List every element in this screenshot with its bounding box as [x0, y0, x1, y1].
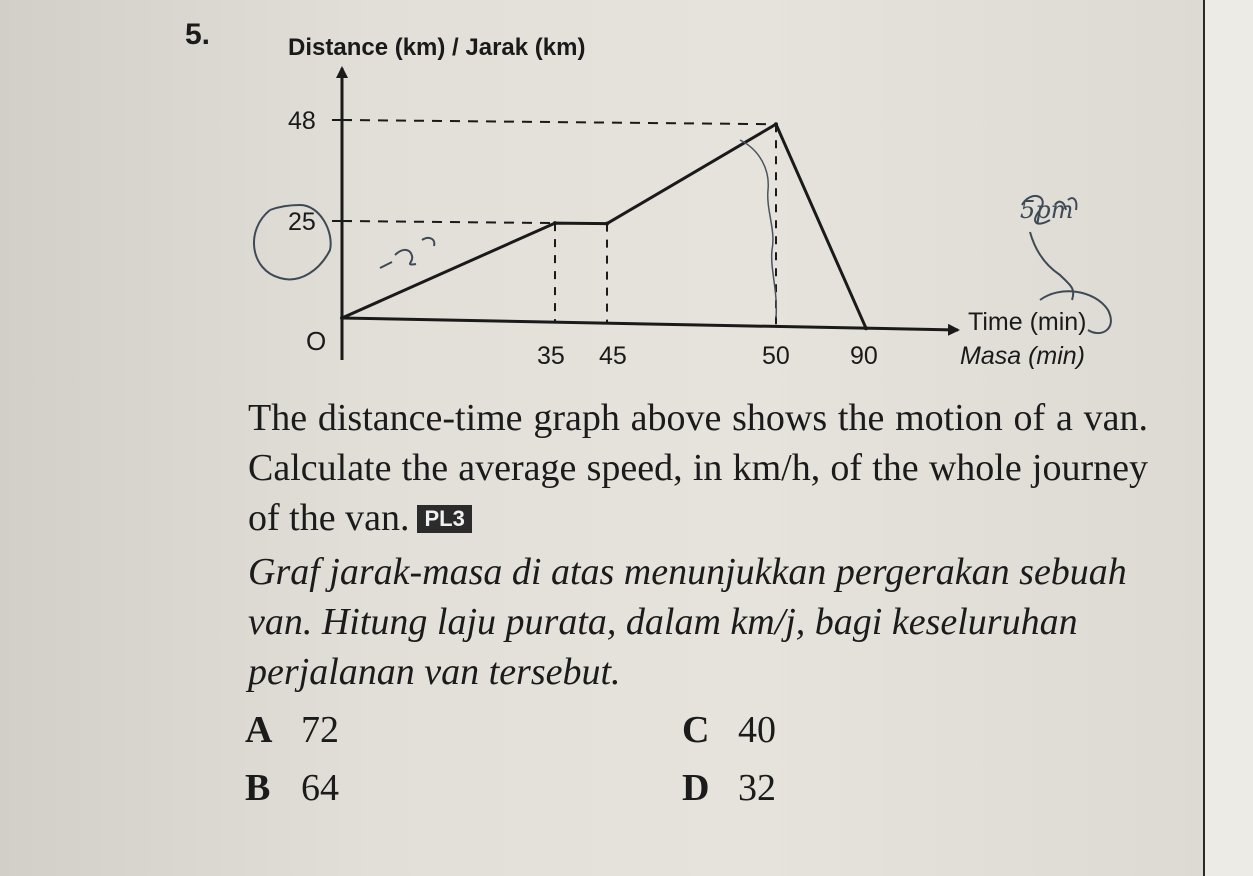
option-c[interactable]	[682, 708, 776, 752]
question-text-malay: Graf jarak-masa di atas menunjukkan pergerakan sebuah van. Hitung laju purata, dalam km/j, bagi keseluruhan perjalanan van tersebut.	[248, 551, 1127, 693]
distance-time-graph	[0, 0, 1253, 400]
point-t50	[774, 122, 778, 126]
handwritten-note: 5pm	[1020, 196, 1074, 224]
option-a[interactable]	[245, 708, 339, 752]
x-tick-label-50: 50	[762, 342, 790, 370]
option-b-value: 64	[301, 767, 339, 809]
question-number: 5.	[185, 18, 211, 51]
option-a-value: 72	[301, 709, 339, 751]
x-tick-label-45: 45	[599, 342, 627, 370]
journey-line	[342, 124, 866, 328]
y-guide-line-25	[342, 221, 555, 223]
option-b[interactable]	[245, 766, 339, 810]
y-axis-label: Distance (km) / Jarak (km)	[288, 34, 586, 61]
y-tick-label-25: 25	[288, 208, 316, 236]
handwritten-slope-note	[380, 238, 434, 268]
x-tick-label-90: 90	[850, 342, 878, 370]
point-t45	[605, 222, 609, 226]
option-d[interactable]	[682, 766, 776, 810]
x-axis-label-ms: Masa (min)	[960, 342, 1086, 370]
difficulty-badge: PL3	[417, 505, 471, 533]
point-t0	[340, 316, 344, 320]
option-b-letter: B	[245, 767, 271, 809]
question-text-en: The distance-time graph above shows the motion of a van. Calculate the average speed, in km/h, of the whole journey of the van.	[248, 397, 1148, 539]
handwritten-peak-mark	[740, 140, 776, 318]
question-text-english	[248, 393, 1148, 543]
option-d-value: 32	[738, 767, 776, 809]
x-tick-label-35: 35	[537, 342, 565, 370]
point-t90	[864, 326, 868, 330]
option-a-letter: A	[245, 709, 273, 751]
option-c-letter: C	[682, 709, 710, 751]
y-tick-label-48: 48	[288, 107, 316, 135]
x-axis-label-en: Time (min)	[968, 308, 1087, 336]
option-c-value: 40	[738, 709, 776, 751]
point-t35	[553, 221, 557, 225]
y-guide-line-48	[342, 120, 776, 124]
origin-label: O	[306, 326, 327, 356]
option-d-letter: D	[682, 767, 710, 809]
